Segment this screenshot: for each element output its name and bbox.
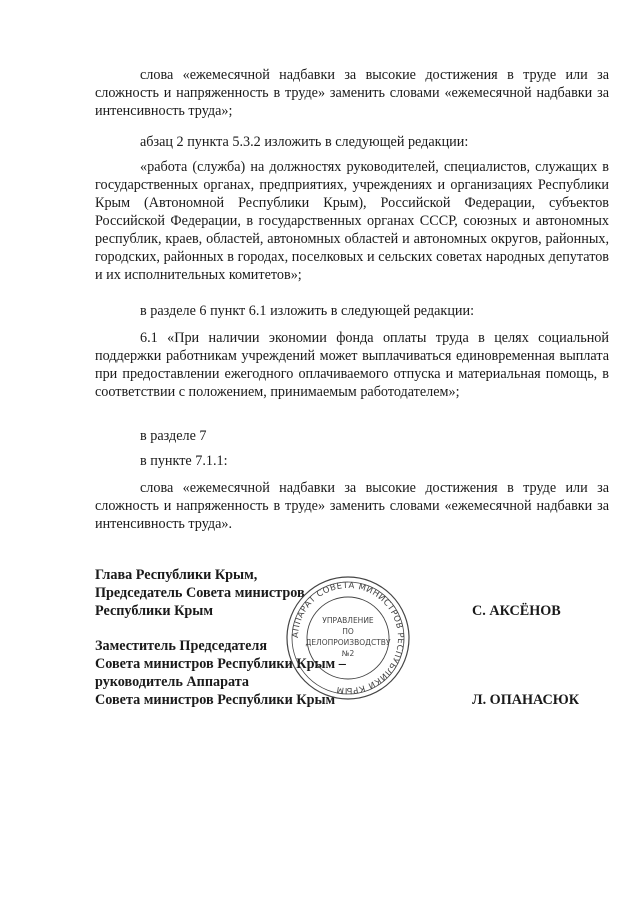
paragraph-2: абзац 2 пункта 5.3.2 изложить в следующей редакции:: [140, 134, 469, 150]
stamp-line-2: ПО: [342, 627, 354, 636]
paragraph-6: в разделе 7: [140, 428, 207, 444]
signature-head-title: [95, 566, 305, 620]
paragraph-7: в пункте 7.1.1:: [140, 453, 228, 469]
paragraph-4: в разделе 6 пункт 6.1 изложить в следующей редакции:: [140, 303, 475, 319]
paragraph-3: «работа (служба) на должностях руководителей, специалистов, служащих в государственных органах, предприятиях, учреждениях и организациях Республики Крым (Автономной Республики Крым), Российской Федерации, субъектов Российской Федерации, в государственных органах СССР, союзных и автономных республик, краев, областей, автономных областей и автономных округов, районных, городских, районных в городах, поселковых и сельских советах народных депутатов и их исполнительных комитетов»;: [95, 159, 609, 283]
stamp-ring-text: АППАРАТ СОВЕТА МИНИСТРОВ РЕСПУБЛИКИ КРЫМ: [290, 580, 406, 696]
paragraph-1: слова «ежемесячной надбавки за высокие достижения в труде или за сложность и напряженность в труде» заменить словами «ежемесячной надбавки за интенсивность труда»;: [95, 67, 609, 119]
stamp-line-1: УПРАВЛЕНИЕ: [322, 616, 374, 625]
signature-deputy-name: Л. ОПАНАСЮК: [472, 692, 580, 708]
signature-head-line-1: Глава Республики Крым,: [95, 567, 258, 583]
signature-deputy-line-3: руководитель Аппарата: [95, 674, 249, 690]
paragraph-5: 6.1 «При наличии экономии фонда оплаты труда в целях социальной поддержки работникам учреждений может выплачиваться единовременная выплата при предоставлении ежегодного оплачиваемого отпуска и материальная помощь, в соответствии с положением, принимаемым работодателем»;: [95, 330, 609, 400]
signature-head-line-3: Республики Крым: [95, 603, 214, 619]
signature-head-name: С. АКСЁНОВ: [472, 603, 561, 619]
paragraph-8: слова «ежемесячной надбавки за высокие достижения в труде или за сложность и напряженность в труде» заменить словами «ежемесячной надбавки за интенсивность труда».: [95, 480, 609, 532]
signature-deputy-line-1: Заместитель Председателя: [95, 638, 268, 654]
signature-deputy-line-2: Совета министров Республики Крым –: [95, 656, 346, 672]
signature-deputy-line-4: Совета министров Республики Крым: [95, 692, 336, 708]
stamp-line-3: ДЕЛОПРОИЗВОДСТВУ: [305, 638, 391, 647]
official-stamp: [283, 573, 413, 703]
signature-head-line-2: Председатель Совета министров: [95, 585, 305, 601]
stamp-line-4: №2: [341, 649, 355, 658]
